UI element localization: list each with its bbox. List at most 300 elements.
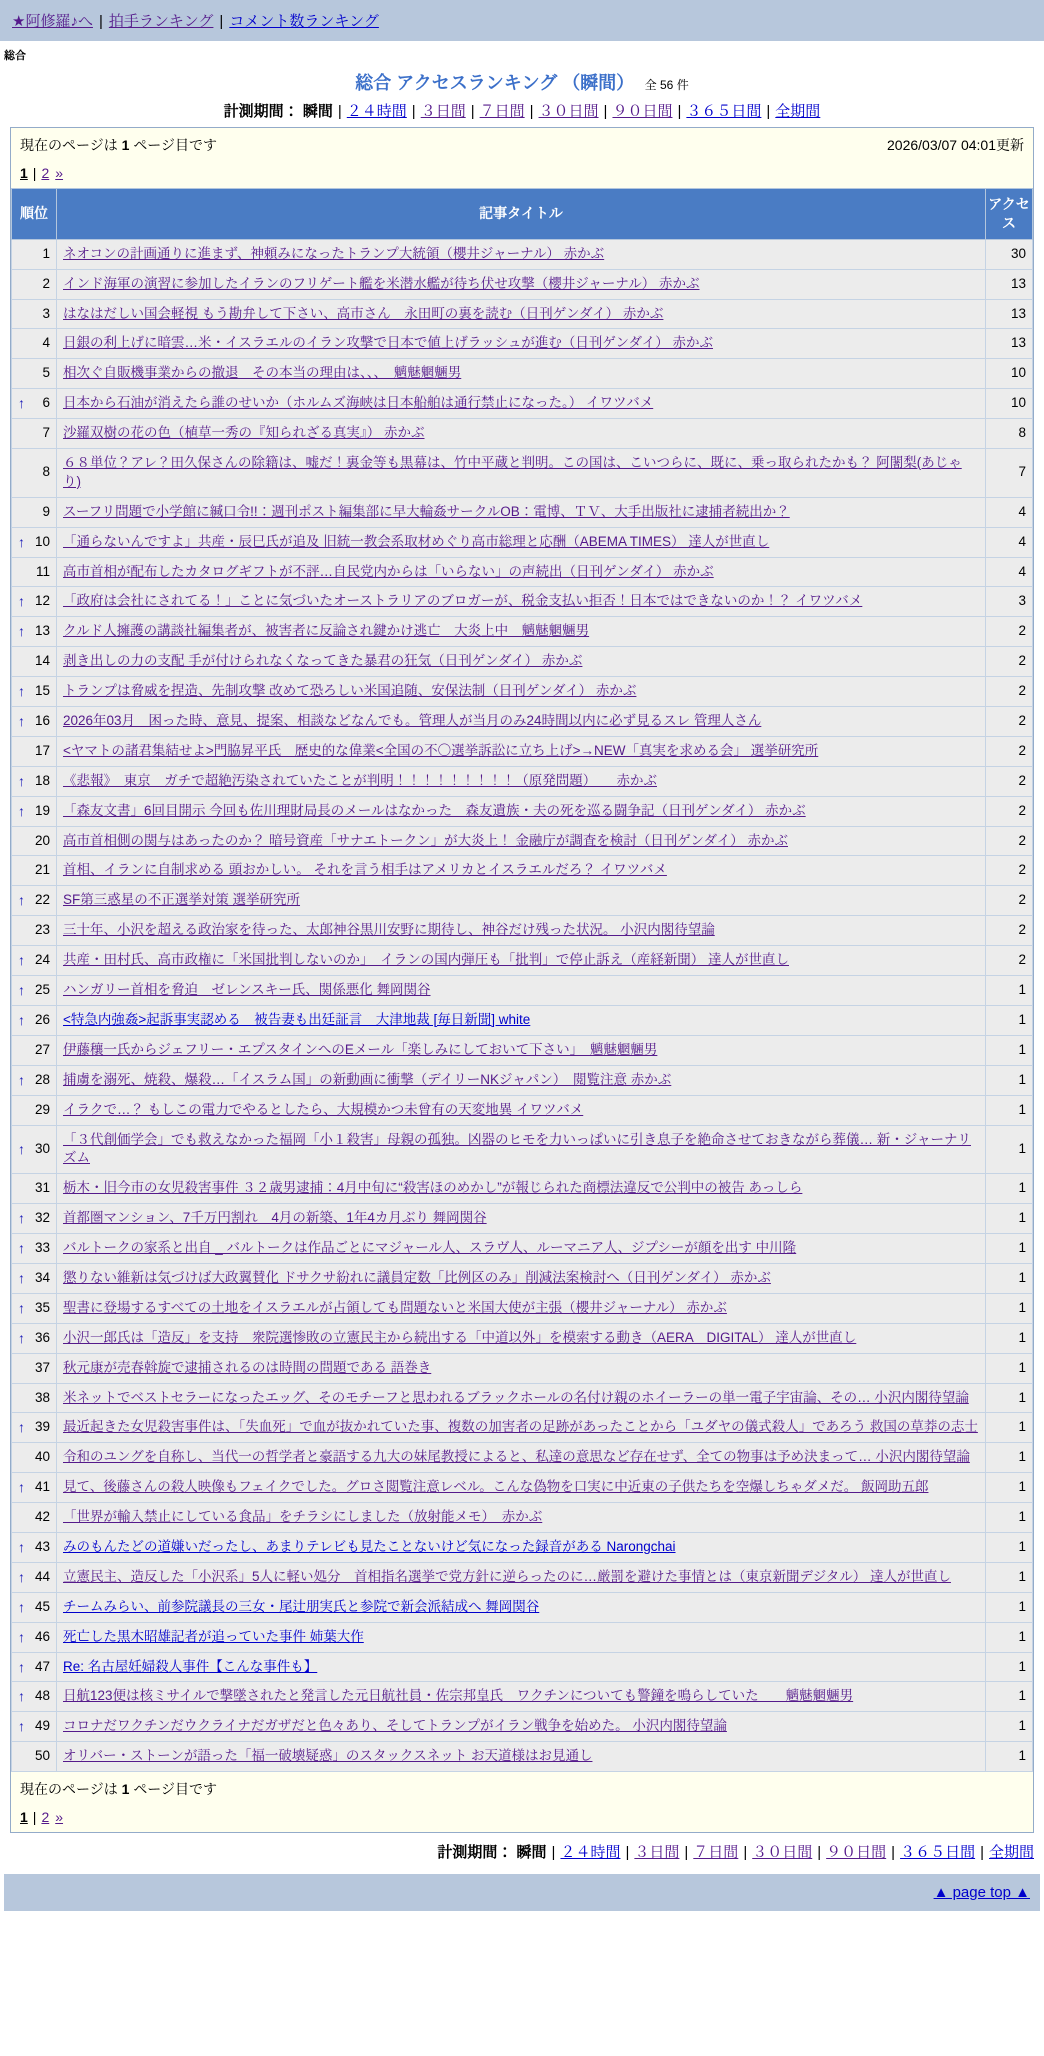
title-cell	[57, 1503, 986, 1533]
title-cell	[57, 1562, 986, 1592]
access-cell: 1	[986, 1125, 1033, 1174]
article-link[interactable]: 米ネットでベストセラーになったエッグ、そのモチーフと思われるブラックホールの名付け親のホイーラーの単一電子宇宙論、その… 小沢内閣待望論	[63, 1389, 969, 1405]
table-row	[12, 736, 1033, 766]
rank-cell	[12, 419, 57, 449]
top-nav-bar	[0, 0, 1044, 41]
rank-cell	[12, 1443, 57, 1473]
article-link[interactable]: 懲りない維新は気づけば大政翼賛化 ドサクサ紛れに議員定数「比例区のみ」削減法案検討へ（日刊ゲンダイ） 赤かぶ	[63, 1269, 771, 1285]
title-cell	[57, 587, 986, 617]
title-cell	[57, 359, 986, 389]
article-link[interactable]: 日本から石油が消えたら誰のせいか（ホルムズ海峡は日本船舶は通行禁止になった。） イワツバメ	[63, 395, 654, 411]
rank-number: 42	[34, 1509, 50, 1525]
article-link[interactable]: 沙羅双樹の花の色（植草一秀の『知られざる真実』） 赤かぶ	[63, 425, 425, 441]
table-row	[12, 1742, 1033, 1772]
up-arrow-icon: ↑	[18, 713, 25, 730]
access-cell: 1	[986, 1592, 1033, 1622]
access-cell: 1	[986, 1293, 1033, 1323]
rank-cell	[12, 299, 57, 329]
nav-link[interactable]: ★阿修羅♪へ	[12, 13, 93, 30]
title-cell	[57, 527, 986, 557]
table-row	[12, 299, 1033, 329]
rank-number: 4	[42, 335, 50, 351]
article-link[interactable]: 高市首相側の関与はあったのか？ 暗号資産「サナエトークン」が大炎上！ 金融庁が調査を検討（日刊ゲンダイ） 赤かぶ	[63, 832, 788, 848]
rank-number: 18	[34, 772, 50, 788]
table-row	[12, 527, 1033, 557]
period-separator: |	[743, 1844, 748, 1862]
rank-cell	[12, 946, 57, 976]
title-cell	[57, 856, 986, 886]
pagination-link[interactable]: »	[55, 165, 64, 181]
title-cell	[57, 1443, 986, 1473]
rank-column-header: 順位	[12, 189, 57, 240]
article-link[interactable]: 伊藤穰一氏からジェフリー・エプスタインへのEメール「楽しみにしておいて下さい」 魑魅魍魎男	[63, 1041, 658, 1057]
table-row	[12, 677, 1033, 707]
period-separator: |	[677, 103, 682, 120]
title-cell	[57, 946, 986, 976]
rank-number: 15	[34, 683, 50, 699]
article-link[interactable]: 捕虜を溺死、焼殺、爆殺…「イスラム国」の新動画に衝撃（デイリーNKジャパン） 閲覧注意 赤かぶ	[63, 1071, 672, 1087]
article-link[interactable]: <ヤマトの諸君集結せよ>門脇昇平氏 歴史的な偉業<全国の不〇選挙訴訟に立ち上げ>→NEW「真実を求める会」 選挙研究所	[63, 742, 819, 758]
rank-cell	[12, 1293, 57, 1323]
rank-number: 34	[34, 1269, 50, 1285]
article-link[interactable]: コロナだワクチンだウクライナだガザだと色々あり、そしてトランプがイラン戦争を始めた。 小沢内閣待望論	[63, 1718, 727, 1734]
rank-number: 17	[34, 742, 50, 758]
table-row	[12, 856, 1033, 886]
access-cell: 1	[986, 1353, 1033, 1383]
article-link[interactable]: 令和のユングを自称し、当代一の哲学者と豪語する九大の妹尾教授によると、私達の意思など存在せず、全ての物事は予め決まって… 小沢内閣待望論	[63, 1449, 970, 1465]
article-link[interactable]: スーフリ問題で小学館に緘口令!!：週刊ポスト編集部に早大輪姦サークルOB：電博、ＴＶ、大手出版社に逮捕者続出か？	[63, 503, 790, 519]
access-cell: 1	[986, 1652, 1033, 1682]
rank-number: 8	[42, 464, 50, 480]
table-row	[12, 449, 1033, 498]
rank-number: 35	[34, 1299, 50, 1315]
table-row	[12, 389, 1033, 419]
rank-number: 13	[34, 623, 50, 639]
access-cell: 1	[986, 1005, 1033, 1035]
rank-cell	[12, 359, 57, 389]
up-arrow-icon: ↑	[18, 683, 25, 700]
article-link[interactable]: ６８単位？アレ？田久保さんの除籍は、嘘だ！裏金等も黒幕は、竹中平蔵と判明。この国は、こいつらに、既に、乗っ取られたかも？ 阿闍梨(あじゃり)	[63, 455, 962, 489]
article-link[interactable]: 共産・田村氏、高市政権に「米国批判しないのか」 イランの国内弾圧も「批判」で停止訴え（産経新聞） 達人が世直し	[63, 952, 789, 968]
up-arrow-icon: ↑	[18, 623, 25, 640]
up-arrow-icon: ↑	[18, 1568, 25, 1585]
access-cell: 1	[986, 1065, 1033, 1095]
rank-number: 19	[34, 802, 50, 818]
period-separator: |	[980, 1844, 984, 1862]
rank-cell	[12, 1712, 57, 1742]
up-arrow-icon: ↑	[18, 772, 25, 789]
table-row	[12, 766, 1033, 796]
rank-cell	[12, 587, 57, 617]
article-link[interactable]: 剥き出しの力の支配 手が付けられなくなってきた暴君の狂気（日刊ゲンダイ） 赤かぶ	[63, 653, 583, 669]
article-link[interactable]: ハンガリー首相を脅迫 ゼレンスキー氏、関係悪化 舞岡関谷	[63, 982, 431, 998]
rank-cell	[12, 856, 57, 886]
nav-link[interactable]: 拍手ランキング	[108, 13, 214, 30]
rank-number: 12	[34, 593, 50, 609]
ranking-table	[11, 188, 1033, 1772]
bottom-spacer	[0, 1911, 1044, 1941]
article-link[interactable]: 見て、後藤さんの殺人映像もフェイクでした。グロさ閲覧注意レベル。こんな偽物を口実に中近東の子供たちを空爆しちゃダメだ。 飯岡助五郎	[63, 1479, 929, 1495]
rank-number: 24	[34, 952, 50, 968]
period-link[interactable]: ３６５日間	[686, 103, 762, 120]
pagination-link[interactable]: 2	[41, 165, 50, 181]
table-row	[12, 497, 1033, 527]
rank-number: 44	[34, 1568, 50, 1584]
rank-cell	[12, 389, 57, 419]
rank-cell	[12, 1532, 57, 1562]
rank-cell	[12, 1234, 57, 1264]
rank-cell	[12, 647, 57, 677]
title-cell	[57, 1065, 986, 1095]
table-row	[12, 1562, 1033, 1592]
title-cell	[57, 1125, 986, 1174]
rank-cell	[12, 707, 57, 737]
access-cell: 1	[986, 1532, 1033, 1562]
article-link[interactable]: 死亡した黒木昭雄記者が追っていた事件 姉葉大作	[63, 1628, 364, 1644]
updated-at: 2026/03/07 04:01更新	[887, 137, 1024, 153]
rank-cell	[12, 916, 57, 946]
pagination-separator: |	[32, 1809, 37, 1826]
access-cell: 2	[986, 707, 1033, 737]
table-row	[12, 1125, 1033, 1174]
table-row	[12, 239, 1033, 269]
title-cell	[57, 1622, 986, 1652]
rank-number: 48	[34, 1688, 50, 1704]
article-link[interactable]: 高市首相が配布したカタログギフトが不評…自民党内からは「いらない」の声続出（日刊ゲンダイ） 赤かぶ	[63, 563, 714, 579]
rank-cell	[12, 886, 57, 916]
title-cell	[57, 449, 986, 498]
article-link[interactable]: 最近起きた女児殺害事件は、「失血死」で血が抜かれていた事、複数の加害者の足跡があったことから「ユダヤの儀式殺人」であろう 救国の草莽の志士	[63, 1419, 978, 1435]
access-cell: 2	[986, 856, 1033, 886]
article-link[interactable]: 日航123便は核ミサイルで撃墜されたと発言した元日航社員・佐宗邦皇氏 ワクチンについても警鐘を鳴らしていた 魑魅魍魎男	[63, 1688, 854, 1704]
access-cell: 2	[986, 916, 1033, 946]
pagination-link[interactable]: »	[55, 1809, 64, 1826]
table-row	[12, 1532, 1033, 1562]
table-row	[12, 1473, 1033, 1503]
title-cell	[57, 1174, 986, 1204]
table-row	[12, 1652, 1033, 1682]
rank-cell	[12, 976, 57, 1006]
access-cell: 1	[986, 1263, 1033, 1293]
table-header-row	[12, 189, 1033, 240]
access-cell: 1	[986, 1323, 1033, 1353]
article-link[interactable]: 小沢一郎氏は「造反」を支持 衆院選惨敗の立憲民主から続出する「中道以外」を模索する動き（AERA DIGITAL） 達人が世直し	[63, 1329, 857, 1345]
period-separator: |	[551, 1844, 556, 1862]
pagination-top	[20, 165, 1024, 181]
rank-cell	[12, 1263, 57, 1293]
rank-number: 50	[34, 1748, 50, 1764]
access-cell: 13	[986, 329, 1033, 359]
article-link[interactable]: インド海軍の演習に参加したイランのフリゲート艦を米潜水艦が待ち伏せ攻撃（櫻井ジャーナル） 赤かぶ	[63, 275, 700, 291]
period-nav-bottom	[0, 1841, 1034, 1862]
table-row	[12, 1682, 1033, 1712]
access-cell: 8	[986, 419, 1033, 449]
rank-number: 43	[34, 1538, 50, 1554]
up-arrow-icon: ↑	[18, 1479, 25, 1496]
current-page-text-bottom: 現在のページは 1 ページ目です	[20, 1781, 218, 1798]
table-row	[12, 269, 1033, 299]
article-link[interactable]: ネオコンの計画通りに進まず、神頼みになったトランプ大統領（櫻井ジャーナル） 赤かぶ	[63, 245, 605, 261]
article-link[interactable]: 首相、イランに自制求める 頭おかしい。 それを言う相手はアメリカとイスラエルだろ？ イワツバメ	[63, 862, 667, 878]
table-row	[12, 557, 1033, 587]
title-cell	[57, 916, 986, 946]
period-separator: |	[603, 103, 608, 120]
access-cell: 2	[986, 826, 1033, 856]
rank-cell	[12, 1005, 57, 1035]
up-arrow-icon: ↑	[18, 1688, 25, 1705]
rank-number: 47	[34, 1658, 50, 1674]
period-separator: |	[817, 1844, 822, 1862]
up-arrow-icon: ↑	[18, 1140, 25, 1157]
period-link[interactable]: ９０日間	[612, 103, 673, 120]
table-row	[12, 1323, 1033, 1353]
period-link[interactable]: 全期間	[775, 103, 821, 120]
rank-number: 49	[34, 1718, 50, 1734]
period-link[interactable]: ３６５日間	[900, 1844, 976, 1862]
up-arrow-icon: ↑	[18, 1718, 25, 1735]
table-row	[12, 1443, 1033, 1473]
rank-cell	[12, 766, 57, 796]
rank-number: 37	[34, 1359, 50, 1375]
total-count: 全 56 件	[644, 78, 689, 92]
title-cell	[57, 1263, 986, 1293]
access-cell: 2	[986, 617, 1033, 647]
table-row	[12, 1503, 1033, 1533]
article-link[interactable]: イラクで…？ もしこの電力でやるとしたら、大規模かつ未曾有の天変地異 イワツバメ	[63, 1101, 584, 1117]
article-link[interactable]: <特急内強姦>起訴事実認める 被告妻も出廷証言 大津地裁 [毎日新聞] white	[63, 1011, 531, 1027]
up-arrow-icon: ↑	[18, 1240, 25, 1257]
access-cell: 1	[986, 1383, 1033, 1413]
title-cell	[57, 239, 986, 269]
rank-number: 27	[34, 1041, 50, 1057]
table-row	[12, 647, 1033, 677]
rank-number: 7	[42, 425, 50, 441]
page-top-link[interactable]: ▲ page top ▲	[933, 1884, 1030, 1902]
rank-cell	[12, 1383, 57, 1413]
article-link[interactable]: 「政府は会社にされてる！」ことに気づいたオーストラリアのブロガーが、税金支払い拒否！日本ではできないのか！？ イワツバメ	[63, 593, 863, 609]
rank-cell	[12, 1125, 57, 1174]
rank-cell	[12, 557, 57, 587]
access-cell: 4	[986, 557, 1033, 587]
period-link[interactable]: ３０日間	[538, 103, 599, 120]
board-label: 総合	[4, 50, 26, 62]
access-cell: 1	[986, 976, 1033, 1006]
access-cell: 1	[986, 1503, 1033, 1533]
access-column-header: アクセス	[986, 189, 1033, 240]
article-link[interactable]: Re: 名古屋妊婦殺人事件【こんな事件も】	[63, 1658, 318, 1674]
title-cell	[57, 1234, 986, 1264]
access-cell: 7	[986, 449, 1033, 498]
title-cell	[57, 826, 986, 856]
rank-number: 5	[42, 365, 50, 381]
pagination-current-page: 1	[20, 165, 28, 181]
table-row	[12, 916, 1033, 946]
table-row	[12, 707, 1033, 737]
period-current: 瞬間	[516, 1844, 547, 1862]
article-link[interactable]: みのもんたどの道嫌いだったし、あまりテレビも見たことないけど気になった録音がある Narongchai	[63, 1538, 676, 1554]
title-cell	[57, 329, 986, 359]
rank-cell	[12, 736, 57, 766]
period-separator: |	[411, 103, 416, 120]
nav-separator: |	[98, 13, 103, 30]
rank-cell	[12, 1204, 57, 1234]
period-link[interactable]: ２４時間	[560, 1844, 621, 1862]
article-link[interactable]: クルド人擁護の講談社編集者が、被害者に反論され鍵かけ逃亡 大炎上中 魑魅魍魎男	[63, 623, 590, 639]
ranking-box	[10, 127, 1034, 1833]
access-cell: 10	[986, 389, 1033, 419]
rank-cell	[12, 239, 57, 269]
rank-cell	[12, 677, 57, 707]
rank-cell	[12, 1095, 57, 1125]
article-link[interactable]: 「３代創価学会」でも救えなかった福岡「小１殺害」母親の孤独。凶器のヒモを力いっぱいに引き息子を絶命させておきながら葬儀… 新・ジャーナリズム	[63, 1131, 971, 1166]
rank-number: 33	[34, 1240, 50, 1256]
article-link[interactable]: 「森友文書」6回目開示 今回も佐川理財局長のメールはなかった 森友遺族・夫の死を巡る闘争記（日刊ゲンダイ） 赤かぶ	[63, 802, 806, 818]
period-separator: |	[891, 1844, 896, 1862]
pagination-link[interactable]: 2	[41, 1809, 50, 1826]
article-link[interactable]: 「通らないんですよ」共産・辰巳氏が追及 旧統一教会系取材めぐり高市総理と応酬（ABEMA TIMES） 達人が世直し	[63, 533, 770, 549]
title-cell	[57, 1413, 986, 1443]
title-cell	[57, 269, 986, 299]
article-link[interactable]: 相次ぐ自販機事業からの撤退 その本当の理由は、、、 魑魅魍魎男	[63, 365, 462, 381]
access-cell: 1	[986, 1174, 1033, 1204]
rank-number: 39	[34, 1419, 50, 1435]
article-link[interactable]: 栃木・旧今市の女児殺害事件 ３２歳男逮捕：4月中旬に“殺害ほのめかし”が報じられた商標法違反で公判中の被告 あっしら	[63, 1180, 803, 1196]
rank-cell	[12, 1174, 57, 1204]
current-page-text: 現在のページは 1 ページ目です	[20, 137, 218, 153]
table-row	[12, 359, 1033, 389]
rank-cell	[12, 1413, 57, 1443]
article-link[interactable]: 聖書に登場するすべての土地をイスラエルが占領しても問題ないと米国大使が主張（櫻井ジャーナル） 赤かぶ	[63, 1299, 727, 1315]
title-cell	[57, 976, 986, 1006]
rank-number: 40	[34, 1449, 50, 1465]
article-link[interactable]: 首都圏マンション、7千万円割れ 4月の新築、1年4カ月ぶり 舞岡関谷	[63, 1210, 487, 1226]
rank-number: 1	[42, 245, 50, 261]
table-row	[12, 976, 1033, 1006]
access-cell: 1	[986, 1035, 1033, 1065]
title-cell	[57, 1383, 986, 1413]
article-link[interactable]: 秋元康が売春斡旋で逮捕されるのは時間の問題である 語巻き	[63, 1359, 432, 1375]
up-arrow-icon: ↑	[18, 982, 25, 999]
rank-number: 14	[34, 653, 50, 669]
period-link[interactable]: 全期間	[988, 1844, 1034, 1862]
title-cell	[57, 766, 986, 796]
access-cell: 1	[986, 1473, 1033, 1503]
up-arrow-icon: ↑	[18, 1658, 25, 1675]
title-cell	[57, 707, 986, 737]
period-link[interactable]: ３日間	[420, 103, 466, 120]
article-link[interactable]: バルトークの家系と出自 _ バルトークは作品ごとにマジャール人、スラヴ人、ルーマニア人、ジプシーが顔を出す 中川隆	[63, 1240, 797, 1256]
access-cell: 1	[986, 1095, 1033, 1125]
article-link[interactable]: はなはだしい国会軽視 もう勘弁して下さい、高市さん 永田町の裏を読む（日刊ゲンダイ） 赤かぶ	[63, 305, 664, 321]
table-row	[12, 1293, 1033, 1323]
rank-cell	[12, 1323, 57, 1353]
period-link[interactable]: ２４時間	[346, 103, 407, 120]
title-cell	[57, 647, 986, 677]
article-link[interactable]: 2026年03月 困った時、意見、提案、相談などなんでも。管理人が当月のみ24時間以内に必ず見るスレ 管理人さん	[63, 713, 762, 729]
period-link[interactable]: ３日間	[634, 1844, 680, 1862]
rank-cell	[12, 1065, 57, 1095]
table-row	[12, 1622, 1033, 1652]
rank-cell	[12, 617, 57, 647]
up-arrow-icon: ↑	[18, 802, 25, 819]
article-link[interactable]: SF第三惑星の不正選挙対策 選挙研究所	[63, 892, 301, 908]
up-arrow-icon: ↑	[18, 1210, 25, 1227]
article-link[interactable]: オリバー・ストーンが語った「福一破壊疑惑」のスタックスネット お天道様はお見通し	[63, 1748, 593, 1764]
nav-link[interactable]: コメント数ランキング	[229, 13, 379, 30]
table-row	[12, 1065, 1033, 1095]
article-link[interactable]: 「世界が輸入禁止にしている食品」をチラシにしました（放射能メモ） 赤かぶ	[63, 1509, 543, 1525]
title-cell	[57, 1323, 986, 1353]
rank-number: 20	[34, 832, 50, 848]
rank-cell	[12, 1473, 57, 1503]
rank-number: 28	[34, 1071, 50, 1087]
period-separator: |	[766, 103, 771, 120]
page-info-bottom	[11, 1772, 1033, 1832]
up-arrow-icon: ↑	[18, 593, 25, 610]
up-arrow-icon: ↑	[18, 1071, 25, 1088]
article-link[interactable]: 三十年、小沢を超える政治家を待った、太郎神谷黒川安野に期待し、神谷だけ残った状況。 小沢内閣待望論	[63, 922, 715, 938]
period-separator: |	[470, 103, 475, 120]
access-cell: 2	[986, 736, 1033, 766]
table-row	[12, 587, 1033, 617]
rank-cell	[12, 1562, 57, 1592]
title-cell	[57, 1652, 986, 1682]
table-row	[12, 1234, 1033, 1264]
table-row	[12, 886, 1033, 916]
period-separator: |	[529, 103, 534, 120]
rank-cell	[12, 1592, 57, 1622]
title-cell	[57, 1712, 986, 1742]
article-link[interactable]: 立憲民主、造反した「小沢系」5人に軽い処分 首相指名選挙で党方針に逆らったのに…厳罰を避けた事情とは（東京新聞デジタル） 達人が世直し	[63, 1568, 951, 1584]
up-arrow-icon: ↑	[18, 892, 25, 909]
period-label: 計測期間：	[437, 1844, 517, 1862]
access-cell: 2	[986, 677, 1033, 707]
article-link[interactable]: 日銀の利上げに暗雲…米・イスラエルのイラン攻撃で日本で値上げラッシュが進む（日刊ゲンダイ） 赤かぶ	[63, 335, 713, 351]
table-row	[12, 1035, 1033, 1065]
access-cell: 1	[986, 1234, 1033, 1264]
period-link[interactable]: ９０日間	[826, 1844, 887, 1862]
title-cell	[57, 389, 986, 419]
period-separator: |	[684, 1844, 689, 1862]
period-separator: |	[337, 103, 342, 120]
page-info-top	[11, 128, 1033, 188]
article-link[interactable]: 《悲報》 東京 ガチで超絶汚染されていたことが判明！！！！！！！！！（原発問題） 赤かぶ	[63, 772, 657, 788]
title-cell	[57, 1592, 986, 1622]
table-row	[12, 796, 1033, 826]
article-link[interactable]: チームみらい、前参院議長の三女・尾辻朋実氏と参院で新会派結成へ 舞岡関谷	[63, 1598, 540, 1614]
rank-cell	[12, 1682, 57, 1712]
period-link[interactable]: ３０日間	[752, 1844, 813, 1862]
period-link[interactable]: ７日間	[693, 1844, 739, 1862]
access-cell: 1	[986, 1443, 1033, 1473]
pagination-separator: |	[32, 165, 37, 181]
rank-cell	[12, 796, 57, 826]
title-cell	[57, 1293, 986, 1323]
up-arrow-icon: ↑	[18, 952, 25, 969]
table-row	[12, 1712, 1033, 1742]
access-cell: 10	[986, 359, 1033, 389]
table-row	[12, 826, 1033, 856]
article-link[interactable]: トランプは脅威を捏造、先制攻撃 改めて恐ろしい米国追随、安保法制（日刊ゲンダイ） 赤かぶ	[63, 683, 637, 699]
table-row	[12, 946, 1033, 976]
rank-number: 11	[35, 563, 50, 579]
period-link[interactable]: ７日間	[479, 103, 525, 120]
table-row	[12, 1204, 1033, 1234]
up-arrow-icon: ↑	[18, 1299, 25, 1316]
access-cell: 2	[986, 886, 1033, 916]
access-cell: 1	[986, 1742, 1033, 1772]
table-row	[12, 1095, 1033, 1125]
